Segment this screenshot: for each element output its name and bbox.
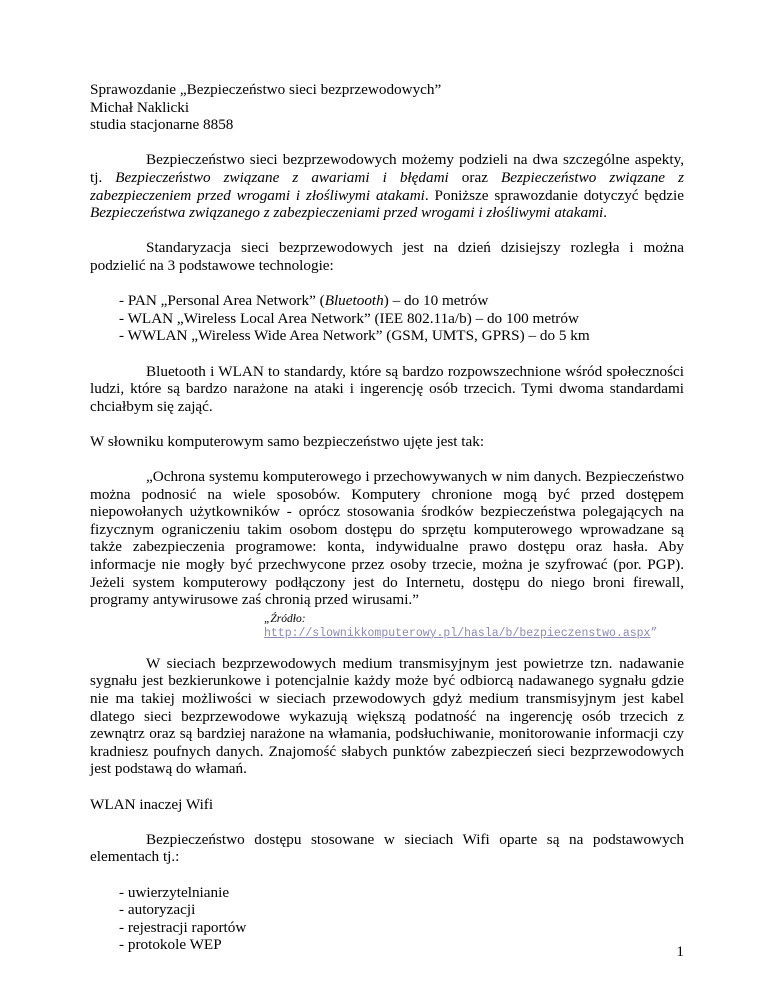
source-close: ”	[650, 626, 658, 640]
source-link[interactable]: http://slownikkomputerowy.pl/hasla/b/bezpieczenstwo.aspx	[264, 626, 651, 640]
list-item-wlan: - WLAN „Wireless Local Area Network” (IEE 802.11a/b) – do 100 metrów	[119, 309, 579, 327]
studies-info: studia stacjonarne 8858	[90, 116, 234, 134]
pan-italic: Bluetooth	[324, 292, 384, 310]
standards-list	[90, 292, 684, 345]
list-item: - protokole WEP	[119, 936, 222, 954]
intro-italic-2: Bezpieczeństwo związane z zabezpieczeniem przed wrogami i złośliwymi atakami	[90, 168, 684, 204]
pan-text-post: ) – do 10 metrów	[383, 292, 489, 310]
intro-italic-1: Bezpieczeństwo związane z awariami i błędami	[115, 168, 449, 186]
report-title: Sprawozdanie „Bezpieczeństwo sieci bezprzewodowych”	[90, 81, 442, 98]
bluetooth-paragraph: Bluetooth i WLAN to standardy, które są bardzo rozpowszechnione wśród społeczności ludzi, które są bardzo narażone na ataki i ingerencję osób trzecich. Tymi dwoma standardami chciałbym się zająć.	[90, 362, 684, 415]
page-number: 1	[676, 943, 684, 960]
quote-source	[90, 612, 684, 641]
pan-text-pre: - PAN „Personal Area Network” (	[119, 292, 325, 310]
dictionary-quote: „Ochrona systemu komputerowego i przechowywanych w nim danych. Bezpieczeństwo można podnosić na wiele sposobów. Komputery chronione mogą być przed dostępem niepowołanych użytkowników - oprócz stosowania środków bezpieczeństwa polegających na fizycznym ograniczeniu takim osobom dostępu do sprzętu komputerowego wprowadzane są także zabezpieczenia programowe: konta, indywidualne prawo dostępu oraz hasła. Aby informacje nie mogły być przechwycone przez osoby trzecie, można je szyfrować (por. PGP). Jeżeli system komputerowy podłączony jest do Internetu, dostępu do niego broni firewall, programy antywirusowe zaś chronią przed wirusami.”	[90, 468, 684, 609]
wireless-paragraph: W sieciach bezprzewodowych medium transmisyjnym jest powietrze tzn. nadawanie sygnału jest bezkierunkowe i potencjalnie każdy może być odbiorcą nadawanego sygnału gdzie nie ma takiej możliwości w sieciach przewodowych gdyż medium transmisyjnym jest kabel dlatego sieci bezprzewodowe wykazują większą podatność na ingerencję osób trzecich z zewnątrz oraz są bardziej narażone na włamania, podsłuchiwanie, monitorowanie informacji czy kradniesz poufnych danych. Znajomość słabych punktów zabezpieczeń sieci bezprzewodowych jest podstawą do włamań.	[90, 654, 684, 778]
list-item: - rejestracji raportów	[119, 918, 247, 936]
intro-text-2: oraz	[448, 168, 501, 186]
wifi-paragraph: Bezpieczeństwo dostępu stosowane w sieciach Wifi oparte są na podstawowych elementach tj.:	[90, 830, 684, 866]
intro-text-4: .	[603, 204, 608, 222]
dictionary-intro: W słowniku komputerowym samo bezpieczeństwo ujęte jest tak:	[90, 432, 485, 450]
intro-text-1: Bezpieczeństwo sieci bezprzewodowych możemy podzieli na dwa szczególne aspekty, tj.	[90, 151, 684, 186]
standards-paragraph: Standaryzacja sieci bezprzewodowych jest na dzień dzisiejszy rozległa i można podzielić na 3 podstawowe technologie:	[90, 239, 684, 274]
list-item: - autoryzacji	[119, 901, 196, 919]
author-name: Michał Naklicki	[90, 98, 190, 116]
document-header	[90, 81, 684, 134]
intro-italic-3: Bezpieczeństwa związanego z zabezpieczeniami przed wrogami i złośliwymi atakami	[90, 204, 604, 222]
list-item-wwlan: - WWLAN „Wireless Wide Area Network” (GSM, UMTS, GPRS) – do 5 km	[119, 327, 590, 345]
source-label: „Źródło:	[264, 612, 306, 625]
list-item-pan	[119, 292, 684, 310]
intro-text-3: . Poniższe sprawozdanie dotyczyć będzie	[424, 186, 684, 204]
list-item: - uwierzytelnianie	[119, 883, 230, 901]
document-content	[90, 81, 684, 954]
intro-paragraph	[90, 151, 684, 221]
wlan-heading: WLAN inaczej Wifi	[90, 795, 214, 813]
wifi-list	[90, 884, 684, 954]
